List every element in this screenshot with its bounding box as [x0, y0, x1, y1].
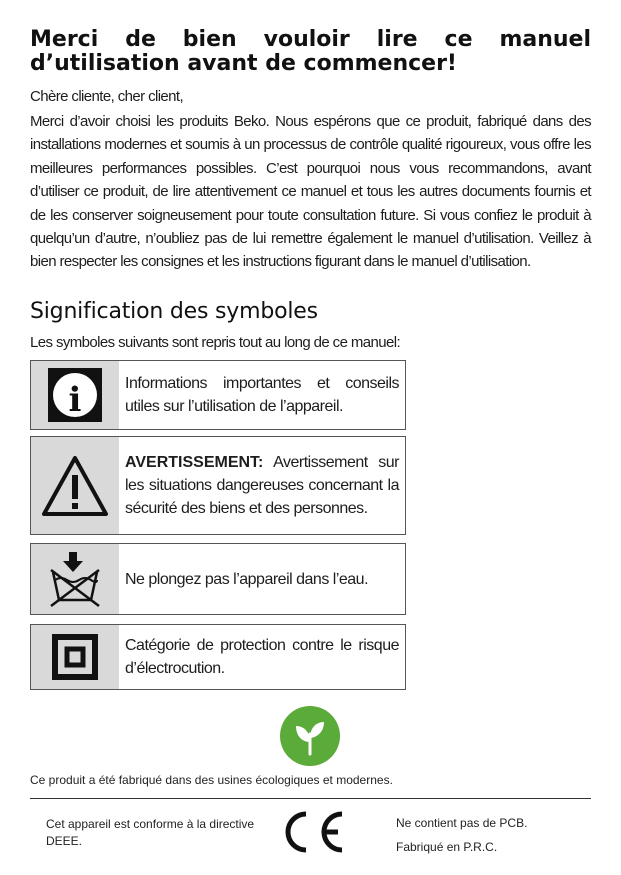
symbols-heading: Signification des symboles: [30, 299, 318, 324]
divider: [30, 798, 591, 799]
greeting: Chère cliente, cher client,: [30, 88, 184, 105]
warning-triangle-icon: [31, 437, 119, 534]
do-not-immerse-icon: [31, 544, 119, 614]
symbol-text: Informations importantes et conseils utiles sur l’utilisation de l’appareil.: [125, 375, 399, 415]
double-insulation-icon: [31, 625, 119, 689]
weee-note: Cet appareil est conforme à la directive DEEE.: [46, 817, 255, 848]
symbol-row-class-ii: [30, 624, 406, 690]
symbol-row-info: [30, 360, 406, 430]
eco-leaf-icon: [280, 706, 340, 766]
eco-text: Ce produit a été fabriqué dans des usines écologiques et modernes.: [30, 773, 393, 787]
symbol-text: Catégorie de protection contre le risque d’électrocution.: [125, 637, 399, 677]
made-in-note: Fabriqué en P.R.C.: [396, 840, 498, 854]
symbol-text: Ne plongez pas l’appareil dans l’eau.: [125, 570, 369, 588]
ce-mark-icon: [276, 808, 346, 860]
symbol-text: Avertissement sur les situations dangereuses concernant la sécurité des biens et des personnes.: [125, 454, 400, 517]
symbol-row-warning: [30, 436, 406, 535]
svg-text:i: i: [68, 380, 82, 420]
info-icon: [31, 361, 119, 429]
intro-paragraph: Merci d’avoir choisi les produits Beko. Nous espérons que ce produit, fabriqué dans des installations modernes et soumis à un processus de contrôle qualité rigoureux, vous offre les meilleures performances possibles. C’est pourquoi nous vous recommandons, avant d’utiliser ce produit, de lire attentivement ce manuel et tous les autres documents fournis et de les conserver soigneusement pour toute consultation future. Si vous confiez le produit à quelqu’un d’autre, n’oubliez pas de lui remettre également le manuel d’utilisation. Veillez à bien respecter les consignes et les instructions figurant dans le manuel d’utilisation.: [30, 113, 591, 271]
pcb-note: Ne contient pas de PCB.: [396, 816, 528, 830]
page-title: Merci de bien vouloir lire ce manuel d’utilisation avant de commencer!: [30, 27, 591, 76]
symbols-intro: Les symboles suivants sont repris tout au long de ce manuel:: [30, 334, 401, 351]
symbol-row-immerse: [30, 543, 406, 615]
warning-label: AVERTISSEMENT:: [125, 454, 264, 471]
